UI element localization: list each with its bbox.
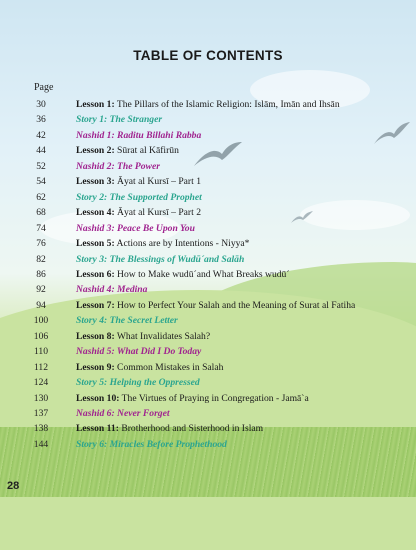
toc-page-number: 137 bbox=[33, 408, 49, 419]
toc-entry-text bbox=[76, 144, 179, 158]
toc-page-number: 54 bbox=[36, 176, 46, 188]
toc-entry-text bbox=[76, 206, 201, 220]
toc-entry-lesson[interactable] bbox=[0, 422, 416, 436]
toc-entry-text: Story 2: The Supported Prophet bbox=[76, 191, 202, 203]
toc-entry-text bbox=[76, 98, 340, 112]
page-title: TABLE OF CONTENTS bbox=[133, 48, 283, 63]
toc-entry-nashid[interactable] bbox=[0, 345, 416, 359]
lesson-title: Actions are by Intentions - Niyya* bbox=[114, 238, 250, 250]
toc-entry-story[interactable] bbox=[0, 191, 416, 205]
lesson-label: Lesson 9: bbox=[76, 361, 115, 373]
toc-entry-story[interactable] bbox=[0, 376, 416, 390]
toc-page-number: 30 bbox=[36, 99, 46, 110]
toc-page-number: 106 bbox=[33, 330, 49, 342]
toc-page-number: 130 bbox=[33, 392, 49, 404]
toc-entry-nashid[interactable] bbox=[0, 222, 416, 236]
toc-entry-text bbox=[76, 268, 290, 282]
toc-entry-text: Nashid 5: What Did I Do Today bbox=[76, 346, 202, 358]
toc-entry-text: Story 4: The Secret Letter bbox=[76, 315, 178, 327]
toc-page-number: 144 bbox=[33, 438, 49, 450]
lesson-title: How to Make wudū´and What Breaks wudū´ bbox=[114, 268, 290, 280]
toc-entry-text bbox=[76, 175, 201, 189]
toc-entry-text: Story 1: The Stranger bbox=[76, 114, 163, 126]
page-column-header: Page bbox=[34, 82, 54, 93]
toc-entry-lesson[interactable] bbox=[0, 144, 416, 158]
toc-entry-lesson[interactable] bbox=[0, 330, 416, 344]
toc-entry-text bbox=[76, 422, 263, 436]
toc-entry-story[interactable] bbox=[0, 314, 416, 328]
toc-entry-lesson[interactable] bbox=[0, 98, 416, 112]
toc-entry-text bbox=[76, 330, 210, 344]
toc-page-number: 110 bbox=[33, 346, 49, 358]
lesson-title: How to Perfect Your Salah and the Meaning of Surat al Fatiha bbox=[114, 299, 356, 311]
lesson-label: Lesson 8: bbox=[76, 330, 115, 342]
toc-page-number: 42 bbox=[36, 129, 46, 141]
lesson-title: Āyat al Kursī – Part 1 bbox=[114, 176, 201, 188]
lesson-label: Lesson 1: bbox=[76, 99, 115, 110]
toc-page-number: 68 bbox=[36, 207, 46, 219]
lesson-label: Lesson 11: bbox=[76, 423, 119, 435]
toc-page-number: 36 bbox=[36, 114, 46, 126]
toc-entry-nashid[interactable] bbox=[0, 129, 416, 143]
toc-entry-lesson[interactable] bbox=[0, 237, 416, 251]
toc-entry-lesson[interactable] bbox=[0, 268, 416, 282]
lesson-title: The Pillars of the Islamic Religion: Islām, Imān and Ihsān bbox=[114, 99, 340, 110]
toc-entry-story[interactable] bbox=[0, 253, 416, 267]
lesson-title: What Invalidates Salah? bbox=[114, 330, 211, 342]
toc-entry-text bbox=[76, 361, 223, 375]
toc-entry-text: Nashid 2: The Power bbox=[76, 160, 160, 172]
lesson-label: Lesson 4: bbox=[76, 207, 115, 219]
toc-page-number: 100 bbox=[33, 315, 49, 327]
lesson-label: Lesson 5: bbox=[76, 238, 115, 250]
lesson-label: Lesson 2: bbox=[76, 145, 115, 157]
toc-page-number: 112 bbox=[33, 361, 49, 373]
lesson-title: Brotherhood and Sisterhood in Islam bbox=[118, 423, 264, 435]
toc-page-number: 138 bbox=[33, 423, 49, 435]
toc-entry-story[interactable] bbox=[0, 113, 416, 127]
toc-entry-nashid[interactable] bbox=[0, 407, 416, 421]
toc-page-number: 94 bbox=[36, 299, 46, 311]
toc-page-number: 86 bbox=[36, 268, 46, 280]
lesson-title: The Virtues of Praying in Congregation - Jamā`a bbox=[119, 392, 309, 404]
toc-page-number: 124 bbox=[33, 377, 49, 389]
toc-page-number: 52 bbox=[36, 160, 46, 172]
lesson-title: Common Mistakes in Salah bbox=[114, 361, 224, 373]
toc-entry-lesson[interactable] bbox=[0, 299, 416, 313]
lesson-label: Lesson 10: bbox=[76, 392, 120, 404]
toc-entry-lesson[interactable] bbox=[0, 392, 416, 406]
page-number: 28 bbox=[7, 480, 20, 492]
toc-entry-text: Nashid 1: Raditu Billahi Rabba bbox=[76, 129, 202, 141]
toc-page-number: 76 bbox=[36, 238, 46, 250]
toc-entry-lesson[interactable] bbox=[0, 361, 416, 375]
toc-entry-text: Nashid 3: Peace Be Upon You bbox=[76, 222, 195, 234]
lesson-label: Lesson 6: bbox=[76, 268, 115, 280]
lesson-title: Āyat al Kursī – Part 2 bbox=[114, 207, 201, 219]
toc-page-number: 74 bbox=[36, 222, 46, 234]
toc-entry-text: Story 3: The Blessings of Wudū´and Salāh bbox=[76, 253, 245, 265]
lesson-title: Sūrat al Kāfirūn bbox=[114, 145, 179, 157]
toc-entry-text: Story 5: Helping the Oppressed bbox=[76, 377, 200, 389]
toc-entry-nashid[interactable] bbox=[0, 283, 416, 297]
toc-page-number: 62 bbox=[36, 191, 46, 203]
toc-entry-text bbox=[76, 237, 249, 251]
toc-entry-text: Story 6: Miracles Before Prophethood bbox=[76, 438, 227, 450]
toc-page-number: 44 bbox=[36, 145, 46, 157]
toc-entry-text: Nashid 4: Medina bbox=[76, 284, 148, 296]
toc-entry-text: Nashid 6: Never Forget bbox=[76, 408, 170, 419]
toc-entry-lesson[interactable] bbox=[0, 175, 416, 189]
toc-page-number: 82 bbox=[36, 253, 46, 265]
lesson-label: Lesson 7: bbox=[76, 299, 115, 311]
toc-entry-text bbox=[76, 392, 309, 406]
lesson-label: Lesson 3: bbox=[76, 176, 115, 188]
toc-entry-text bbox=[76, 299, 355, 313]
toc-page-number: 92 bbox=[36, 284, 46, 296]
toc-entry-lesson[interactable] bbox=[0, 206, 416, 220]
toc-entry-story[interactable] bbox=[0, 438, 416, 452]
toc-entry-nashid[interactable] bbox=[0, 160, 416, 174]
